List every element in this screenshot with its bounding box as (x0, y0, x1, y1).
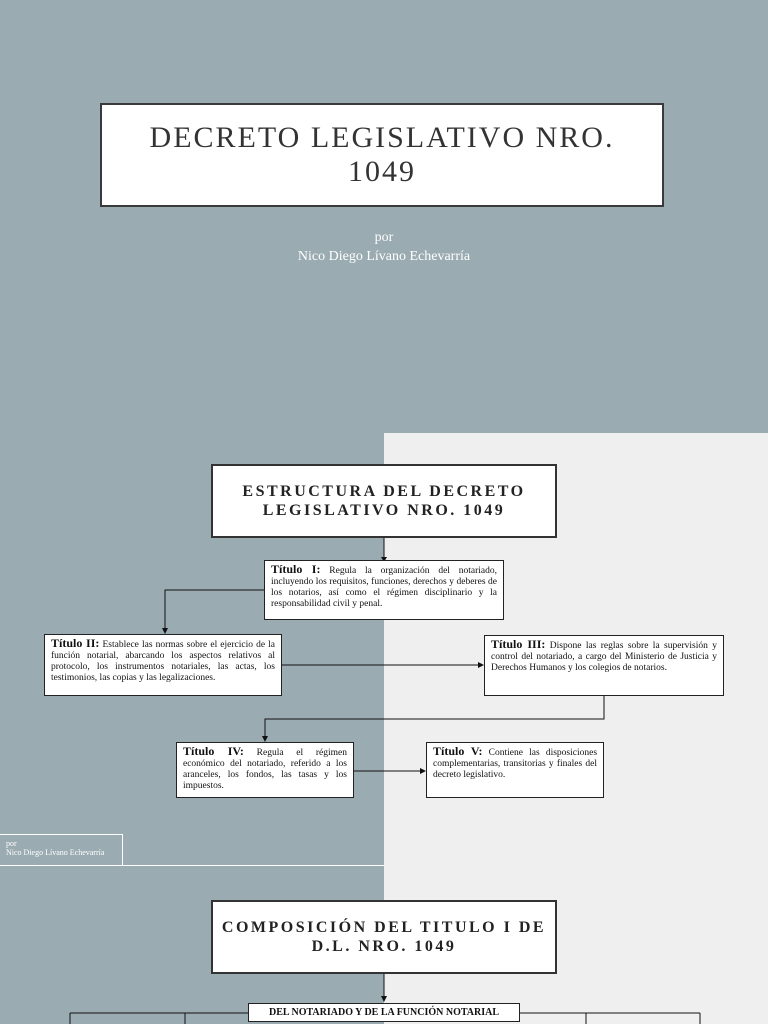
node-titulo-4 (176, 742, 354, 798)
cover-title-text: DECRETO LEGISLATIVO NRO. 1049 (149, 121, 615, 188)
node-titulo-1-text: Regula la organización del notariado, incluyendo los requisitos, funciones, derechos y deberes de los notarios, así como el régimen disciplinario y la responsabilidad civil y penal. (271, 566, 498, 609)
node-titulo-3-text: Dispone las reglas sobre la supervisión y control del notariado, a cargo del Ministerio de Justicia y Derechos Humanos y los colegios de notarios. (491, 641, 717, 673)
structure-by-label: por (6, 839, 17, 848)
cover-author-name: Nico Diego Lívano Echevarría (297, 249, 471, 264)
node-titulo-3 (484, 635, 724, 696)
composition-heading-text: COMPOSICIÓN DEL TITULO I DE D.L. NRO. 1049 (221, 919, 547, 955)
node-titulo-1-title: Título I: (271, 562, 321, 576)
composition-heading (211, 900, 557, 974)
node-titulo-2-text: Establece las normas sobre el ejercicio de la función notarial, abarcando los aspectos relativos al protocolo, los instrumentos notariales, las actas, los testimonios, las copias y las legalizaciones. (51, 640, 276, 683)
composition-sub-heading (248, 1003, 520, 1022)
node-titulo-5-text: Contiene las disposiciones complementarias, transitorias y finales del decreto legislativo. (433, 748, 598, 780)
node-titulo-4-title: Título IV: (183, 744, 244, 758)
node-titulo-5-title: Título V: (433, 744, 483, 758)
cover-by-label: por (374, 230, 394, 245)
composition-sub-heading-text: DEL NOTARIADO Y DE LA FUNCIÓN NOTARIAL (268, 1007, 500, 1018)
node-titulo-2-title: Título II: (51, 636, 100, 650)
structure-author-box (0, 834, 123, 866)
structure-heading (211, 464, 557, 538)
node-titulo-1 (264, 560, 504, 620)
structure-author-name: Nico Diego Lívano Echevarría (6, 848, 105, 857)
section-divider (0, 865, 384, 866)
node-titulo-2 (44, 634, 282, 696)
node-titulo-3-title: Título III: (491, 637, 546, 651)
structure-heading-text: ESTRUCTURA DEL DECRETO LEGISLATIVO NRO. 1049 (242, 483, 526, 519)
node-titulo-5 (426, 742, 604, 798)
node-titulo-4-text: Regula el régimen económico del notariado, referido a los aranceles, los fondos, las tasas y los impuestos. (183, 748, 348, 791)
